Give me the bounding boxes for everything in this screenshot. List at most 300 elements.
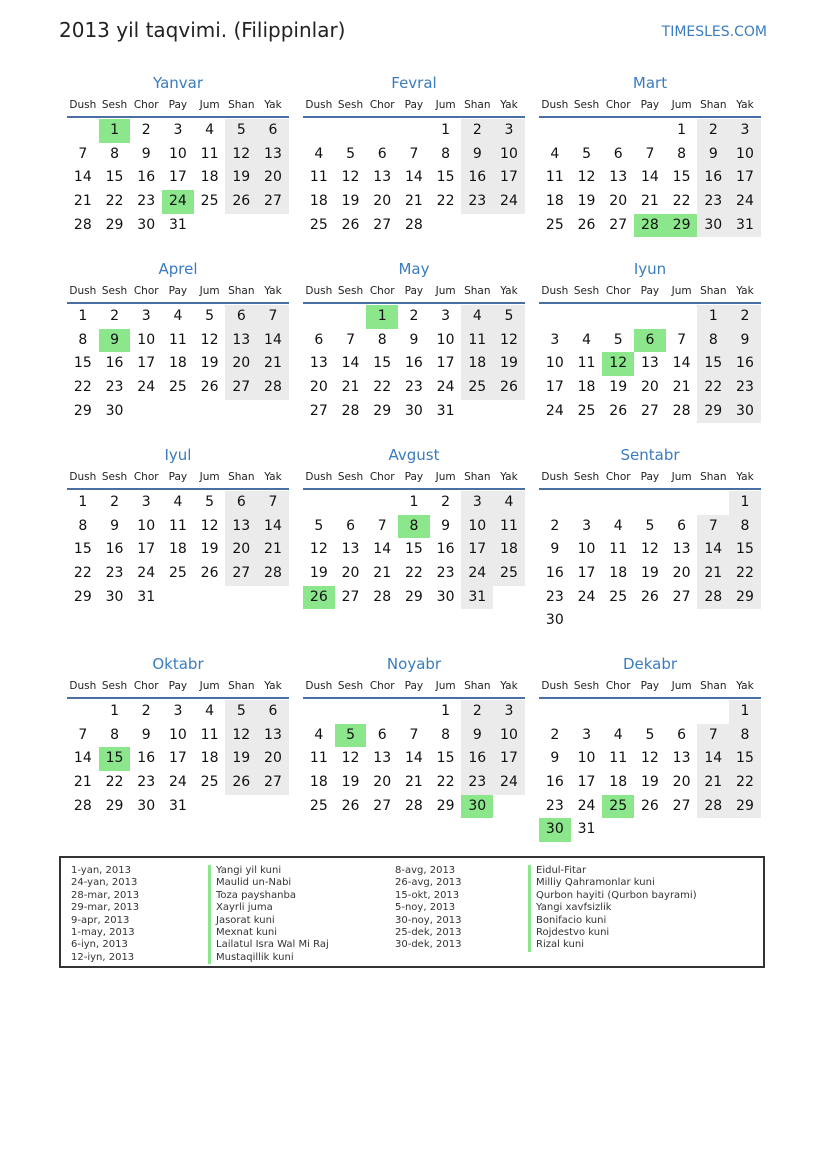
weekend-day-cell: 24 [461, 562, 493, 586]
weekday-label: Shan [464, 285, 491, 297]
day-cell: 18 [168, 541, 187, 558]
day-cell: 13 [309, 355, 328, 372]
month-name: May [398, 260, 430, 278]
day-cell: 30 [105, 402, 124, 419]
day-cell: 20 [672, 565, 691, 582]
empty-cell [571, 491, 603, 515]
day-cell: 1 [677, 122, 687, 138]
empty-cell [194, 795, 226, 819]
empty-cell [571, 119, 603, 143]
day-cell: 9 [141, 726, 151, 743]
weekend-day-cell: 21 [697, 771, 729, 795]
month-avgust [303, 444, 525, 609]
weekend-day-cell: 24 [493, 190, 525, 214]
day-cell: 15 [73, 355, 92, 372]
month-name: Iyul [164, 446, 192, 464]
weekday-label: Dush [305, 471, 333, 483]
weekend-day-cell: 22 [729, 771, 761, 795]
holiday-date: 26-avg, 2013 [395, 877, 462, 889]
weekday-label: Yak [736, 285, 754, 297]
week-row [67, 305, 289, 329]
day-cell: 16 [545, 565, 564, 582]
weekday-label: Chor [605, 471, 631, 483]
weekday-label: Pay [404, 285, 424, 297]
weekday-header [539, 94, 761, 118]
empty-cell [634, 119, 666, 143]
day-cell: 24 [545, 402, 564, 419]
week-row [303, 491, 525, 515]
week-row [67, 166, 289, 190]
empty-cell [493, 400, 525, 424]
empty-cell [130, 400, 162, 424]
day-cell: 18 [200, 169, 219, 186]
day-cell: 14 [73, 169, 92, 186]
holiday-day-cell: 1 [366, 305, 398, 329]
weekend-day-cell: 6 [225, 305, 257, 329]
day-cell: 18 [168, 355, 187, 372]
weekday-label: Jum [435, 471, 456, 483]
day-cell: 26 [341, 797, 360, 814]
weekend-day-cell: 21 [257, 538, 289, 562]
day-cell: 18 [609, 774, 628, 791]
day-cell: 1 [78, 308, 88, 324]
month-oktabr [67, 653, 289, 818]
empty-cell [398, 119, 430, 143]
week-row [67, 586, 289, 610]
empty-cell [162, 586, 194, 610]
day-cell: 15 [404, 541, 423, 558]
weekday-label: Shan [228, 99, 255, 111]
empty-cell [257, 586, 289, 610]
day-cell: 28 [73, 216, 92, 233]
empty-cell [602, 818, 634, 842]
day-cell: 29 [373, 402, 392, 419]
empty-cell [67, 119, 99, 143]
empty-cell [697, 609, 729, 633]
day-cell: 13 [341, 541, 360, 558]
weekend-day-cell: 2 [461, 700, 493, 724]
empty-cell [303, 305, 335, 329]
weekday-label: Dush [541, 471, 569, 483]
weekend-day-cell: 24 [729, 190, 761, 214]
day-cell: 29 [73, 588, 92, 605]
day-cell: 25 [200, 774, 219, 791]
day-cell: 1 [441, 122, 451, 138]
day-cell: 17 [168, 169, 187, 186]
weekend-day-cell: 10 [729, 143, 761, 167]
day-cell: 19 [309, 565, 328, 582]
day-cell: 20 [373, 774, 392, 791]
weekday-label: Sesh [101, 99, 128, 111]
holiday-day-cell: 9 [99, 329, 131, 353]
page-title: 2013 yil taqvimi. (Filippinlar) [59, 18, 346, 42]
empty-cell [666, 305, 698, 329]
weekday-label: Chor [133, 285, 159, 297]
day-cell: 29 [436, 797, 455, 814]
weekday-header [67, 466, 289, 490]
day-cell: 19 [341, 774, 360, 791]
day-cell: 21 [640, 193, 659, 210]
weekday-label: Yak [736, 471, 754, 483]
day-cell: 23 [105, 565, 124, 582]
weekday-label: Yak [264, 99, 282, 111]
day-cell: 29 [404, 588, 423, 605]
week-row [303, 190, 525, 214]
day-cell: 25 [609, 588, 628, 605]
weekday-label: Jum [435, 99, 456, 111]
day-cell: 20 [672, 774, 691, 791]
month-days [539, 119, 761, 237]
weekend-day-cell: 7 [697, 724, 729, 748]
day-cell: 31 [436, 402, 455, 419]
empty-cell [257, 400, 289, 424]
week-row [67, 376, 289, 400]
month-days [303, 700, 525, 818]
week-row [539, 818, 761, 842]
weekend-day-cell: 8 [729, 724, 761, 748]
week-row [539, 400, 761, 424]
week-row [67, 143, 289, 167]
day-cell: 9 [110, 517, 119, 534]
weekday-header [303, 280, 525, 304]
weekday-header [303, 94, 525, 118]
day-cell: 5 [645, 726, 655, 743]
weekday-label: Yak [264, 285, 282, 297]
day-cell: 17 [545, 379, 564, 396]
weekend-day-cell: 27 [225, 376, 257, 400]
weekend-day-cell: 16 [461, 166, 493, 190]
day-cell: 12 [640, 541, 659, 558]
day-cell: 26 [609, 402, 628, 419]
holiday-name: Lailatul Isra Wal Mi Raj [208, 939, 329, 951]
holiday-name: Bonifacio kuni [528, 915, 697, 927]
day-cell: 3 [582, 517, 591, 534]
day-cell: 21 [341, 379, 360, 396]
weekend-day-cell: 15 [697, 352, 729, 376]
day-cell: 29 [105, 797, 124, 814]
day-cell: 2 [141, 122, 151, 138]
day-cell: 7 [78, 145, 88, 162]
week-row [539, 609, 761, 633]
weekend-day-cell: 31 [461, 586, 493, 610]
day-cell: 25 [577, 402, 596, 419]
holiday-date: 24-yan, 2013 [71, 877, 138, 889]
holiday-name: Toza payshanba [208, 890, 329, 902]
day-cell: 14 [73, 750, 92, 767]
weekend-day-cell: 20 [225, 538, 257, 562]
weekend-day-cell: 26 [225, 190, 257, 214]
day-cell: 6 [346, 517, 355, 534]
month-days [303, 119, 525, 237]
empty-cell [366, 491, 398, 515]
day-cell: 22 [105, 774, 124, 791]
empty-cell [194, 586, 226, 610]
empty-cell [729, 818, 761, 842]
holiday-name: Yangi xavfsizlik [528, 902, 697, 914]
week-row [539, 119, 761, 143]
day-cell: 6 [314, 331, 324, 348]
day-cell: 10 [137, 517, 156, 534]
weekend-day-cell: 8 [697, 329, 729, 353]
day-cell: 7 [377, 517, 387, 534]
day-cell: 8 [110, 726, 119, 743]
holiday-date: 30-dek, 2013 [395, 939, 462, 951]
day-cell: 24 [577, 797, 596, 814]
day-cell: 7 [409, 726, 419, 743]
empty-cell [539, 700, 571, 724]
weekend-day-cell: 2 [729, 305, 761, 329]
weekend-day-cell: 28 [697, 586, 729, 610]
day-cell: 4 [205, 122, 215, 138]
month-aprel [67, 258, 289, 423]
empty-cell [602, 119, 634, 143]
empty-cell [366, 119, 398, 143]
empty-cell [461, 214, 493, 238]
weekday-label: Pay [640, 471, 660, 483]
empty-cell [634, 818, 666, 842]
month-days [67, 700, 289, 818]
holiday-name: Rizal kuni [528, 939, 697, 951]
holiday-name: Yangi yil kuni [208, 865, 329, 877]
week-row [303, 747, 525, 771]
day-cell: 15 [436, 750, 455, 767]
day-cell: 17 [137, 541, 156, 558]
weekend-day-cell: 6 [257, 700, 289, 724]
day-cell: 24 [436, 379, 455, 396]
empty-cell [697, 491, 729, 515]
empty-cell [666, 491, 698, 515]
empty-cell [335, 700, 367, 724]
holidays-legend [59, 856, 765, 968]
day-cell: 7 [409, 145, 419, 162]
weekend-day-cell: 4 [461, 305, 493, 329]
weekday-label: Chor [605, 99, 631, 111]
weekend-day-cell: 14 [697, 538, 729, 562]
month-dekabr [539, 653, 761, 842]
weekend-day-cell: 24 [493, 771, 525, 795]
day-cell: 4 [314, 726, 324, 743]
weekday-label: Shan [464, 680, 491, 692]
weekday-label: Jum [671, 285, 692, 297]
day-cell: 27 [309, 402, 328, 419]
weekend-day-cell: 17 [461, 538, 493, 562]
day-cell: 7 [346, 331, 355, 348]
weekend-day-cell: 31 [729, 214, 761, 238]
day-cell: 14 [640, 169, 659, 186]
week-row [539, 795, 761, 819]
day-cell: 3 [141, 494, 151, 510]
week-row [539, 143, 761, 167]
holiday-day-cell: 28 [634, 214, 666, 238]
day-cell: 18 [609, 565, 628, 582]
month-name: Aprel [158, 260, 198, 278]
weekend-day-cell: 7 [697, 515, 729, 539]
month-name: Dekabr [622, 655, 678, 673]
day-cell: 28 [404, 797, 423, 814]
weekend-day-cell: 5 [225, 700, 257, 724]
day-cell: 16 [105, 355, 124, 372]
holiday-day-cell: 26 [303, 586, 335, 610]
day-cell: 21 [73, 774, 92, 791]
weekend-day-cell: 9 [697, 143, 729, 167]
day-cell: 14 [341, 355, 360, 372]
month-days [67, 119, 289, 237]
day-cell: 17 [436, 355, 455, 372]
holiday-day-cell: 30 [461, 795, 493, 819]
day-cell: 11 [168, 517, 187, 534]
month-mart [539, 72, 761, 237]
site-link[interactable]: TIMESLES.COM [661, 24, 767, 40]
day-cell: 13 [640, 355, 659, 372]
day-cell: 26 [640, 797, 659, 814]
weekday-label: Sesh [101, 680, 128, 692]
weekend-day-cell: 21 [257, 352, 289, 376]
weekend-day-cell: 17 [493, 166, 525, 190]
day-cell: 20 [640, 379, 659, 396]
weekday-label: Shan [700, 680, 727, 692]
weekend-day-cell: 28 [697, 795, 729, 819]
weekday-label: Dush [69, 680, 97, 692]
holiday-dates-column-1 [71, 865, 139, 964]
day-cell: 29 [73, 402, 92, 419]
empty-cell [194, 400, 226, 424]
week-row [539, 771, 761, 795]
week-row [67, 562, 289, 586]
day-cell: 8 [441, 145, 451, 162]
day-cell: 12 [200, 517, 219, 534]
day-cell: 1 [110, 703, 119, 719]
weekday-label: Jum [671, 471, 692, 483]
weekend-day-cell: 26 [493, 376, 525, 400]
weekend-day-cell: 12 [493, 329, 525, 353]
holiday-day-cell: 5 [335, 724, 367, 748]
weekend-day-cell: 9 [729, 329, 761, 353]
weekday-label: Jum [671, 680, 692, 692]
empty-cell [225, 586, 257, 610]
day-cell: 9 [441, 517, 451, 534]
day-cell: 10 [168, 145, 187, 162]
weekend-day-cell: 7 [257, 491, 289, 515]
week-row [303, 329, 525, 353]
day-cell: 5 [205, 308, 215, 324]
day-cell: 26 [577, 216, 596, 233]
day-cell: 22 [672, 193, 691, 210]
empty-cell [634, 609, 666, 633]
weekday-label: Jum [671, 99, 692, 111]
day-cell: 18 [309, 193, 328, 210]
holiday-name: Qurbon hayiti (Qurbon bayrami) [528, 890, 697, 902]
week-row [303, 700, 525, 724]
weekend-day-cell: 15 [729, 747, 761, 771]
day-cell: 10 [577, 750, 596, 767]
day-cell: 30 [137, 216, 156, 233]
weekday-label: Chor [369, 285, 395, 297]
weekday-label: Jum [435, 285, 456, 297]
week-row [67, 724, 289, 748]
day-cell: 2 [409, 308, 419, 324]
holiday-name: Mexnat kuni [208, 927, 329, 939]
day-cell: 22 [404, 565, 423, 582]
day-cell: 22 [73, 379, 92, 396]
weekend-day-cell: 5 [225, 119, 257, 143]
day-cell: 26 [200, 379, 219, 396]
day-cell: 11 [309, 169, 328, 186]
day-cell: 1 [441, 703, 451, 719]
weekday-label: Pay [168, 680, 188, 692]
weekend-day-cell: 14 [697, 747, 729, 771]
holiday-date: 15-okt, 2013 [395, 889, 460, 901]
weekday-label: Shan [700, 99, 727, 111]
weekday-header [539, 280, 761, 304]
week-row [303, 586, 525, 610]
month-name: Avgust [388, 446, 440, 464]
weekday-label: Shan [464, 99, 491, 111]
holiday-day-cell: 15 [99, 747, 131, 771]
day-cell: 25 [168, 379, 187, 396]
week-row [539, 352, 761, 376]
empty-cell [67, 700, 99, 724]
empty-cell [539, 119, 571, 143]
weekend-day-cell: 9 [461, 143, 493, 167]
weekend-day-cell: 16 [461, 747, 493, 771]
weekend-day-cell: 3 [493, 700, 525, 724]
week-row [67, 329, 289, 353]
weekday-label: Dush [305, 99, 333, 111]
weekend-day-cell: 28 [257, 562, 289, 586]
month-yanvar [67, 72, 289, 237]
month-sentabr [539, 444, 761, 633]
weekday-label: Yak [736, 99, 754, 111]
month-iyun [539, 258, 761, 423]
day-cell: 17 [577, 774, 596, 791]
day-cell: 11 [168, 331, 187, 348]
day-cell: 20 [341, 565, 360, 582]
day-cell: 12 [200, 331, 219, 348]
day-cell: 28 [672, 402, 691, 419]
day-cell: 23 [545, 588, 564, 605]
day-cell: 13 [672, 541, 691, 558]
day-cell: 18 [200, 750, 219, 767]
weekend-day-cell: 20 [257, 747, 289, 771]
day-cell: 2 [141, 703, 151, 719]
holiday-date: 28-mar, 2013 [71, 889, 140, 901]
week-row [303, 400, 525, 424]
holiday-date: 6-iyn, 2013 [71, 939, 128, 951]
day-cell: 19 [640, 774, 659, 791]
month-iyul [67, 444, 289, 609]
day-cell: 27 [640, 402, 659, 419]
day-cell: 10 [545, 355, 564, 372]
empty-cell [539, 491, 571, 515]
empty-cell [729, 609, 761, 633]
day-cell: 23 [404, 379, 423, 396]
week-row [539, 747, 761, 771]
day-cell: 17 [137, 355, 156, 372]
day-cell: 11 [200, 145, 219, 162]
holiday-names-column-2 [528, 865, 697, 952]
day-cell: 29 [105, 216, 124, 233]
holiday-day-cell: 30 [539, 818, 571, 842]
weekday-label: Sesh [337, 285, 364, 297]
day-cell: 8 [377, 331, 387, 348]
week-row [303, 538, 525, 562]
day-cell: 3 [582, 726, 591, 743]
day-cell: 21 [73, 193, 92, 210]
holiday-date: 8-avg, 2013 [395, 865, 456, 876]
day-cell: 28 [373, 588, 392, 605]
day-cell: 22 [436, 193, 455, 210]
day-cell: 8 [110, 145, 119, 162]
